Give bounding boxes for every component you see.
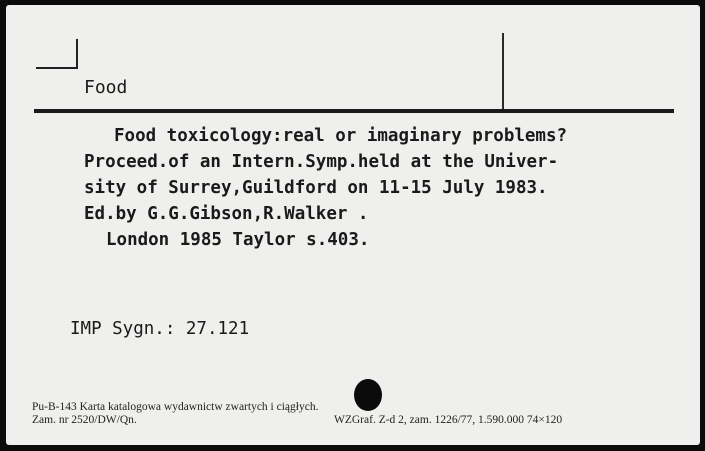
subject-heading: Food (84, 77, 128, 98)
entry-line: Food toxicology:real or imaginary problems? (114, 126, 568, 146)
entry-line: Ed.by G.G.Gibson,R.Walker . (84, 204, 369, 224)
corner-mark-vertical (76, 39, 78, 69)
entry-line: Proceed.of an Intern.Symp.held at the Univer- (84, 152, 559, 172)
vertical-divider (502, 33, 504, 113)
bibliographic-entry (84, 123, 567, 253)
call-number: IMP Sygn.: 27.121 (70, 319, 250, 339)
footer-order-number: Zam. nr 2520/DW/Qn. (32, 414, 137, 426)
horizontal-divider (34, 109, 674, 113)
entry-line: London 1985 Taylor s.403. (106, 230, 370, 250)
punch-hole (354, 379, 382, 411)
entry-line: sity of Surrey,Guildford on 11-15 July 1983. (84, 178, 548, 198)
corner-mark (36, 67, 76, 69)
catalog-card (6, 5, 700, 445)
footer-form-id: Pu-B-143 Karta katalogowa wydawnictw zwartych i ciągłych. (32, 401, 319, 413)
footer-printer-info: WZGraf. Z-d 2, zam. 1226/77, 1.590.000 74×120 (334, 414, 563, 426)
